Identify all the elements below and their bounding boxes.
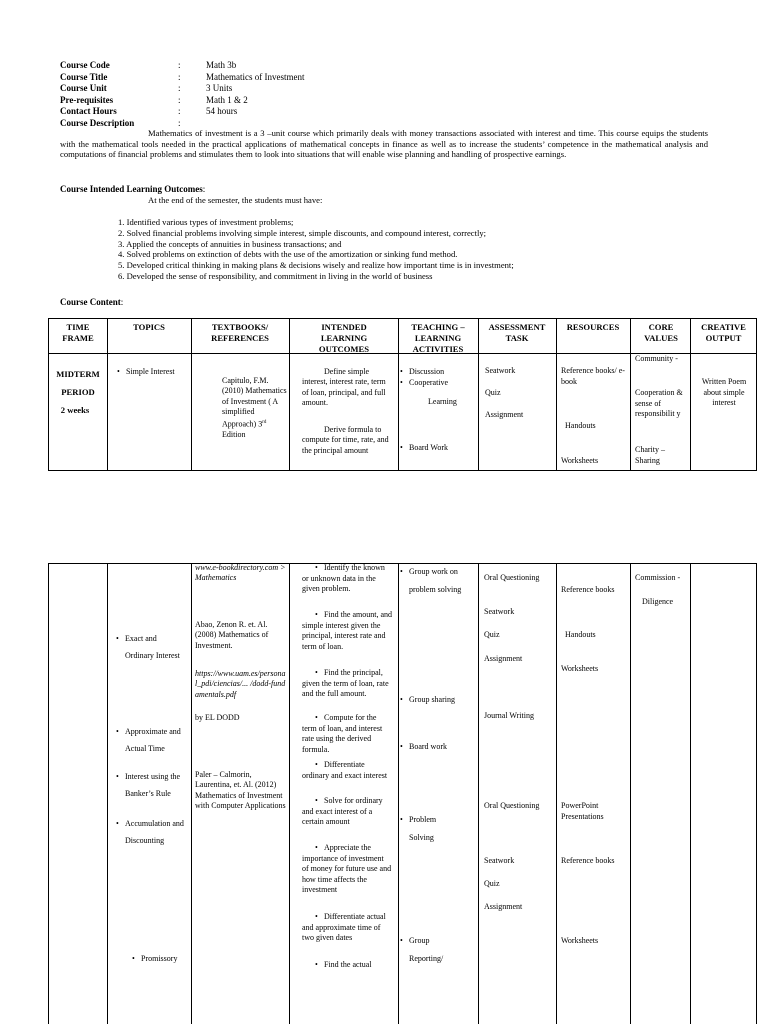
topic-accumulation: • Accumulation and Discounting [125, 815, 185, 849]
header-ilo: INTENDED LEARNING OUTCOMES [318, 322, 370, 354]
course-unit-label: Course Unit [60, 83, 107, 93]
core-value-cooperation: Cooperation & sense of responsibilit y [635, 388, 683, 419]
ilo-derive-formula: Derive formula to compute for time, rate, and the principal amount [302, 425, 389, 455]
header-resources: RESOURCES [566, 322, 620, 332]
topic-approximate-actual: • Approximate and Actual Time [125, 723, 185, 757]
tla-problem-solving: • Problem Solving [409, 811, 459, 847]
course-code-value: Math 3b [206, 60, 237, 70]
ilo-find-actual: • Find the actual [302, 960, 392, 971]
resource-worksheets-2: Worksheets [561, 936, 599, 945]
ilo-find-amount: • Find the amount, and simple interest given the principal, interest rate and term of loan. [302, 610, 392, 652]
resource-worksheets: Worksheets [561, 456, 599, 465]
list-item: 2. Solved financial problems involving simple interest, simple discounts, and compound interest, correctly; [118, 227, 487, 238]
ilo-differentiate-interest: • Differentiate ordinary and exact interest [302, 760, 392, 781]
contact-hours-label: Contact Hours [60, 106, 117, 116]
tla-cooperative: • Cooperative [409, 378, 448, 389]
contact-hours-value: 54 hours [206, 106, 238, 116]
core-value-community: Community - [635, 354, 678, 363]
assessment-quiz: Quiz [485, 388, 501, 397]
course-unit-value: 3 Units [206, 83, 233, 93]
ilo-heading: Course Intended Learning Outcomes: [60, 184, 206, 194]
course-content-heading: Course Content: [60, 297, 124, 307]
reference-capitulo: Capitulo, F.M. (2010) Mathematics of Investment ( A simplified Approach) 3rd Edition [222, 376, 287, 439]
assessment-seatwork: Seatwork [485, 366, 516, 375]
ilo-solve-interest: • Solve for ordinary and exact interest of a certain amount [302, 796, 392, 828]
list-item: 4. Solved problems on extinction of debts with the use of the amortization or sinking fund method. [118, 249, 458, 260]
assessment-assignment: Assignment [485, 410, 524, 419]
reference-paler: Paler – Calmorin, Laurentina, et. Al. (2012) Mathematics of Investment with Computer Applications [195, 770, 286, 811]
assessment-quiz-2: Quiz [484, 879, 500, 888]
topic-promissory: • Promissory [141, 954, 177, 965]
prerequisites-label: Pre-requisites [60, 94, 114, 105]
course-description-text: Mathematics of investment is a 3 –unit course which primarily deals with money transactions associated with interest and time. This course equips the students with the mathematical tools needed in the practical applications of mathematical concepts in finance as well as to increase the students’ competence in the mathematical analysis and computations of financial problems and stimulates them to look into situations that will enable wise planning and handling of prospective earnings. [60, 128, 708, 160]
core-value-commission: Commission - [635, 573, 681, 582]
course-code-label: Course Code [60, 60, 110, 70]
assessment-journal-writing: Journal Writing [484, 711, 534, 720]
resource-powerpoint: PowerPoint Presentations [561, 801, 604, 821]
resource-worksheets: Worksheets [561, 664, 599, 673]
tla-discussion: • Discussion [409, 367, 444, 378]
core-value-charity: Charity – Sharing [635, 445, 665, 465]
ilo-appreciate-investment: • Appreciate the importance of investment of money for future use and how time affects the investment [302, 843, 392, 896]
assessment-oral-questioning: Oral Questioning [484, 573, 540, 582]
list-item: 1. Identified various types of investment problems; [118, 217, 294, 227]
tla-group-reporting: • Group Reporting/ [409, 932, 459, 968]
time-frame-cell: MIDTERM PERIOD 2 weeks [56, 369, 100, 415]
assessment-assignment: Assignment [484, 654, 523, 663]
list-item: 6. Developed the sense of responsibility, and commitment in living in the world of business [118, 270, 433, 281]
core-value-diligence: Diligence [642, 597, 674, 606]
header-creative-output: CREATIVE OUTPUT [701, 322, 746, 343]
reference-dodd-link: https://www.uam.es/personal_pdi/ciencias/... /dodd-fundamentals.pdf [195, 669, 286, 699]
header-core-values: CORE VALUES [644, 322, 678, 343]
resource-handouts: Handouts [565, 421, 596, 430]
tla-board-work: • Board Work [409, 443, 448, 454]
resource-reference-books: Reference books/ e-book [561, 366, 625, 386]
list-item: 3. Applied the concepts of annuities in business transactions; and [118, 238, 342, 249]
resource-handouts: Handouts [565, 630, 596, 639]
tla-group-sharing: • Group sharing [409, 695, 455, 706]
tla-board-work: • Board work [409, 742, 447, 753]
ilo-define-simple-interest: Define simple interest, interest rate, term of loan, principal, and full amount. [302, 367, 386, 407]
course-description-label: Course Description [60, 117, 135, 128]
reference-dodd-author: by EL DODD [195, 713, 240, 722]
ilo-intro: At the end of the semester, the students must have: [148, 195, 323, 205]
prerequisites-value: Math 1 & 2 [206, 94, 248, 105]
topic-exact-ordinary: • Exact and Ordinary Interest [125, 630, 185, 664]
reference-abao: Abao, Zenon R. et. Al. (2008) Mathematics of Investment. [195, 620, 269, 650]
creative-output-poem: Written Poem about simple interest [701, 377, 747, 408]
reference-ebookdirectory: www.e-bookdirectory.com > Mathematics [195, 563, 286, 582]
ilo-compute-term: • Compute for the term of loan, and interest rate using the derived formula. [302, 713, 392, 755]
tla-group-work: • Group work on problem solving [409, 563, 477, 599]
header-assessment: ASSESSMENT TASK [488, 322, 546, 343]
assessment-seatwork-2: Seatwork [484, 856, 515, 865]
resource-reference-books-2: Reference books [561, 856, 615, 865]
list-item: 5. Developed critical thinking in making plans & decisions wisely and realize how important time is in investment; [118, 260, 514, 271]
assessment-seatwork: Seatwork [484, 607, 515, 616]
header-topics: TOPICS [133, 322, 165, 332]
topic-simple-interest: • Simple Interest [126, 367, 175, 378]
resource-reference-books: Reference books [561, 585, 615, 594]
assessment-oral-questioning-2: Oral Questioning [484, 801, 540, 810]
course-title-label: Course Title [60, 71, 108, 82]
header-textbooks: TEXTBOOKS/ REFERENCES [211, 322, 269, 343]
assessment-quiz: Quiz [484, 630, 500, 639]
tla-learning: Learning [428, 397, 457, 406]
header-tla: TEACHING – LEARNING ACTIVITIES [411, 322, 465, 354]
header-time-frame: TIME FRAME [62, 322, 94, 343]
outcomes-list [118, 217, 514, 282]
ilo-identify-data: • Identify the known or unknown data in the given problem. [302, 563, 392, 595]
ilo-differentiate-time: • Differentiate actual and approximate time of two given dates [302, 912, 392, 944]
course-title-value: Mathematics of Investment [206, 71, 305, 82]
ilo-find-principal: • Find the principal, given the term of loan, rate and the full amount. [302, 668, 392, 700]
assessment-assignment-2: Assignment [484, 902, 523, 911]
topic-bankers-rule: • Interest using the Banker’s Rule [125, 768, 185, 802]
